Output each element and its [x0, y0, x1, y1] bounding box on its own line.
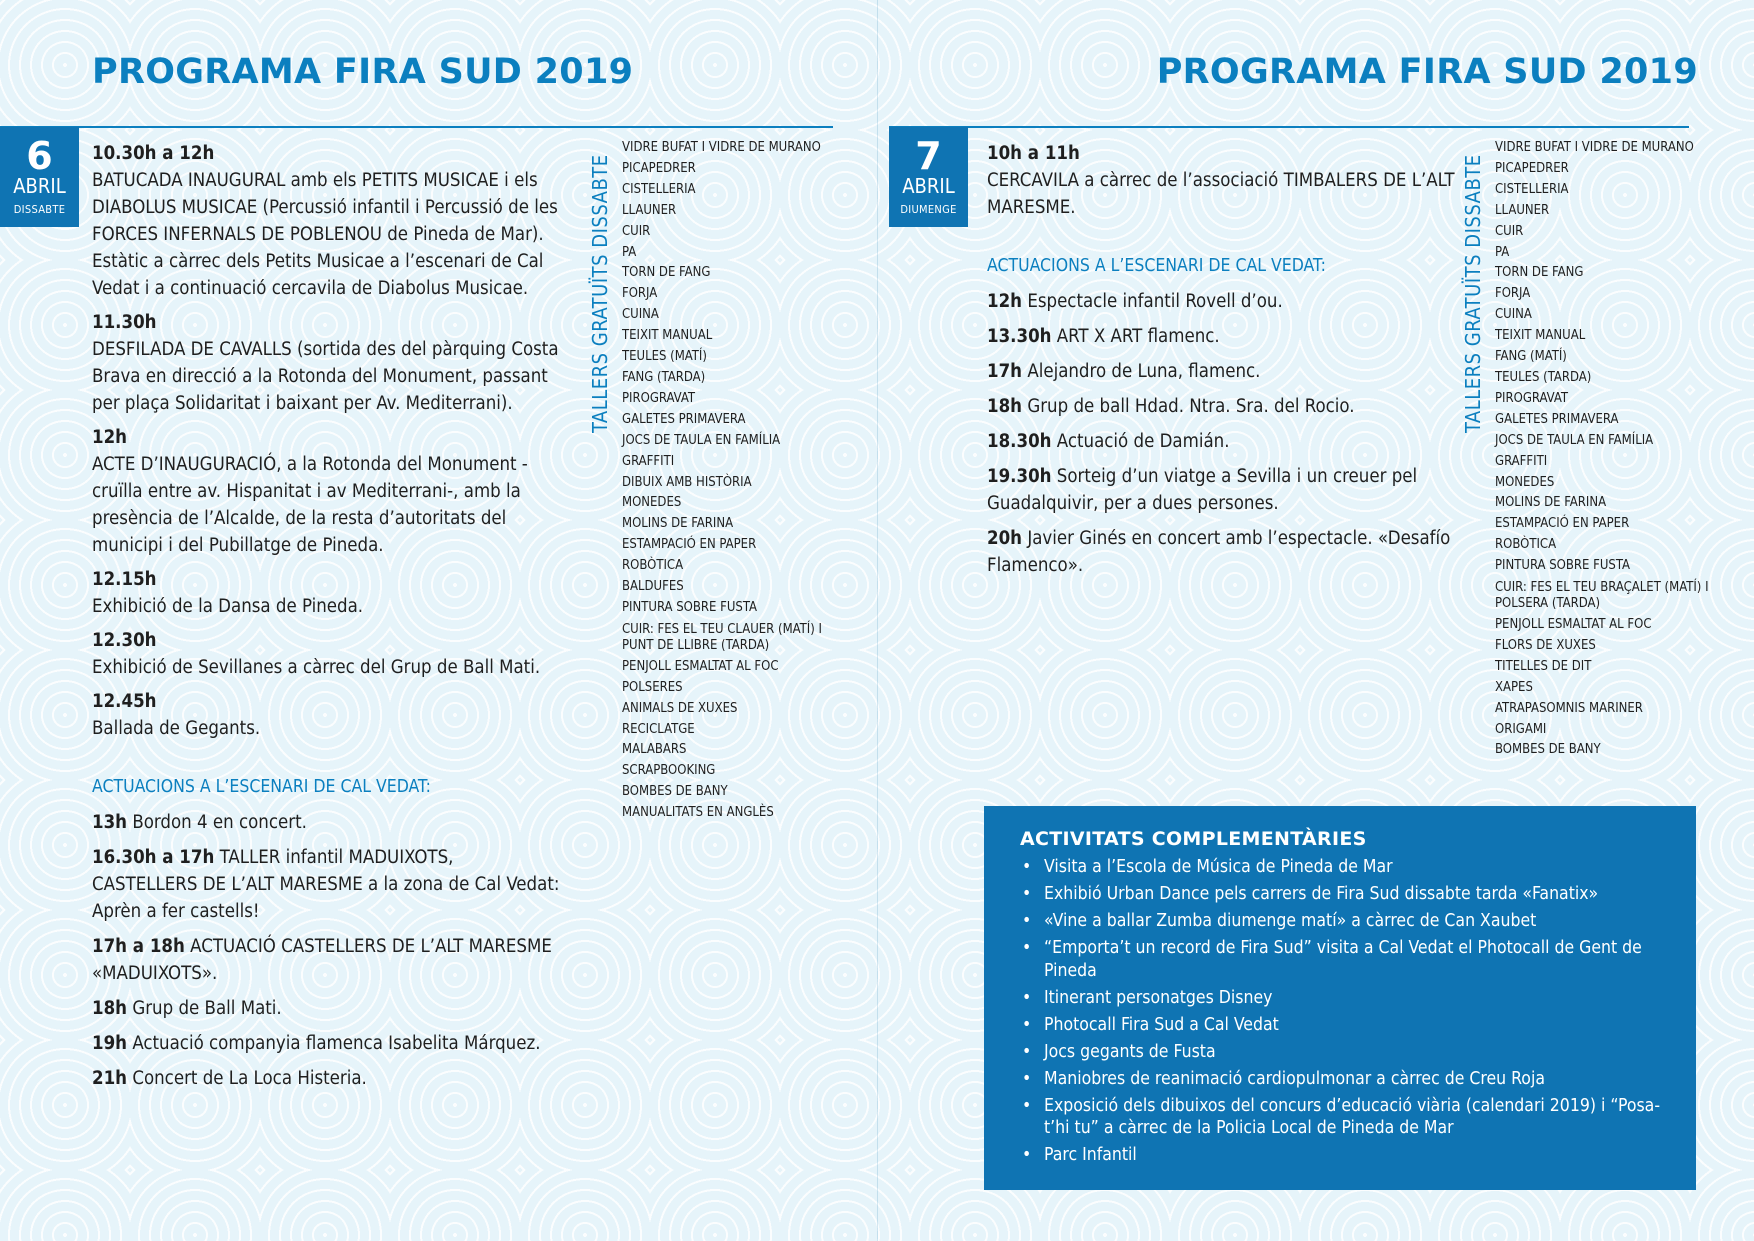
stage-time: 17h a 18h [92, 936, 185, 957]
list-item: CUIR: FES EL TEU BRAÇALET (MATÍ) I POLSERA (TARDA) [1495, 580, 1709, 612]
list-item: BALDUFES [622, 579, 684, 595]
stage-item [987, 288, 1457, 315]
list-item: FLORS DE XUXES [1495, 637, 1596, 653]
stage-item [92, 933, 562, 987]
complementary-list [1020, 856, 1666, 1167]
list-item: TITELLES DE DIT [1495, 658, 1592, 674]
stage-text: ART X ART flamenc. [1056, 326, 1220, 347]
stage-item [92, 844, 562, 925]
stage-section-title: ACTUACIONS A L’ESCENARI DE CAL VEDAT: [987, 256, 1326, 276]
schedule-item [92, 140, 562, 302]
list-item: • Jocs gegants de Fusta [1020, 1041, 1666, 1064]
list-item: VIDRE BUFAT I VIDRE DE MURANO [622, 140, 821, 155]
stage-item [987, 428, 1457, 455]
stage-section-title: ACTUACIONS A L’ESCENARI DE CAL VEDAT: [92, 777, 431, 797]
workshops-vertical-label: TALLERS GRATUÏTS DISSABTE [588, 154, 612, 433]
stage-time: 18.30h [987, 431, 1052, 452]
title-rule [889, 126, 1689, 128]
list-item: PINTURA SOBRE FUSTA [622, 599, 757, 615]
list-item: JOCS DE TAULA EN FAMÍLIA [622, 432, 781, 448]
list-item: • Exposició dels dibuixos del concurs d’educació viària (calendari 2019) i “Posa-t’hi tu” a càrrec de la Policia Local de Pineda de Mar [1020, 1095, 1666, 1140]
stage-time: 17h [987, 361, 1023, 382]
list-item: BOMBES DE BANY [1495, 742, 1601, 758]
list-item: TORN DE FANG [1495, 265, 1584, 281]
stage-item [92, 809, 562, 836]
stage-item [987, 393, 1457, 420]
list-item: CISTELLERIA [1495, 181, 1569, 197]
stage-time: 12h [987, 291, 1023, 312]
stage-text: Espectacle infantil Rovell d’ou. [1027, 291, 1283, 312]
stage-time: 16.30h a 17h [92, 847, 215, 868]
complementary-title: ACTIVITATS COMPLEMENTÀRIES [1020, 828, 1367, 850]
list-item: FANG (TARDA) [622, 369, 706, 385]
page-title: PROGRAMA FIRA SUD 2019 [92, 52, 634, 92]
stage-text: Javier Ginés en concert amb l’espectacle. «Desafío Flamenco». [987, 528, 1451, 576]
stage-text: TALLER infantil MADUIXOTS, CASTELLERS DE L’ALT MARESME a la zona de Cal Vedat: Aprèn a fer castells! [92, 847, 560, 922]
list-item: ANIMALS DE XUXES [622, 700, 738, 716]
list-item: PICAPEDRER [1495, 160, 1569, 176]
date-weekday: DIUMENGE [900, 203, 957, 216]
page-title: PROGRAMA FIRA SUD 2019 [1156, 52, 1698, 92]
list-item: ESTAMPACIÓ EN PAPER [1495, 516, 1630, 532]
list-item: LLAUNER [1495, 202, 1550, 218]
list-item: ESTAMPACIÓ EN PAPER [622, 537, 757, 553]
schedule-text: Exhibició de la Dansa de Pineda. [92, 596, 364, 617]
list-item: CUINA [622, 307, 659, 323]
list-item: CUIR [1495, 223, 1524, 239]
stage-time: 18h [92, 998, 128, 1019]
date-weekday: DISSABTE [13, 203, 66, 216]
stage-text: ACTUACIÓ CASTELLERS DE L’ALT MARESME «MADUIXOTS». [92, 936, 552, 984]
list-item: PENJOLL ESMALTAT AL FOC [622, 658, 779, 674]
schedule-time: 12h [92, 427, 128, 448]
list-item: CUIR [622, 223, 651, 239]
stage-item [92, 995, 562, 1022]
stage-text: Sorteig d’un viatge a Sevilla i un creuer pel Guadalquivir, per a dues persones. [987, 466, 1418, 514]
stage-text: Grup de ball Hdad. Ntra. Sra. del Rocio. [1027, 396, 1355, 417]
stage-time: 20h [987, 528, 1023, 549]
stage-text: Actuació de Damián. [1056, 431, 1230, 452]
stage-text: Grup de Ball Mati. [132, 998, 282, 1019]
stage-item [92, 1030, 562, 1057]
workshops-vertical-label: TALLERS GRATUÏTS DISSABTE [1461, 154, 1485, 433]
stage-text: Concert de La Loca Histeria. [132, 1068, 367, 1089]
stage-item [92, 1065, 562, 1092]
stage-text: Bordon 4 en concert. [132, 812, 307, 833]
list-item: TEIXIT MANUAL [622, 328, 713, 344]
list-item: JOCS DE TAULA EN FAMÍLIA [1495, 432, 1654, 448]
list-item: • «Vine a ballar Zumba diumenge matí» a càrrec de Can Xaubet [1020, 910, 1666, 933]
stage-text: Alejandro de Luna, flamenc. [1027, 361, 1261, 382]
list-item: PIROGRAVAT [1495, 390, 1568, 406]
list-item: GALETES PRIMAVERA [622, 411, 746, 427]
list-item: ATRAPASOMNIS MARINER [1495, 700, 1643, 716]
list-item: ROBÒTICA [622, 558, 684, 574]
stage-time: 18h [987, 396, 1023, 417]
schedule-item [987, 140, 1457, 221]
list-item: ROBÒTICA [1495, 537, 1557, 553]
date-month: ABRIL [13, 174, 66, 198]
workshops-list [1495, 138, 1710, 761]
date-badge [0, 127, 79, 227]
list-item: MANUALITATS EN ANGLÈS [622, 805, 774, 821]
date-month: ABRIL [902, 174, 955, 198]
list-item: PIROGRAVAT [622, 390, 695, 406]
list-item: VIDRE BUFAT I VIDRE DE MURANO [1495, 140, 1694, 155]
stage-item [987, 525, 1457, 579]
stage-item [987, 358, 1457, 385]
list-item: • Parc Infantil [1020, 1144, 1666, 1167]
list-item: • Itinerant personatges Disney [1020, 987, 1666, 1010]
list-item: FANG (MATÍ) [1495, 349, 1567, 365]
schedule-text: Ballada de Gegants. [92, 718, 261, 739]
title-rule [0, 126, 833, 128]
stage-item [987, 323, 1457, 350]
complementary-activities-box [984, 806, 1696, 1190]
list-item: GALETES PRIMAVERA [1495, 411, 1619, 427]
schedule-item [92, 424, 562, 559]
date-day: 6 [26, 134, 53, 178]
list-item: FORJA [622, 286, 658, 302]
stage-text: Actuació companyia flamenca Isabelita Márquez. [132, 1033, 541, 1054]
list-item: PA [1495, 244, 1510, 260]
stage-item [987, 463, 1457, 517]
list-item: MONEDES [622, 495, 682, 511]
list-item: TORN DE FANG [622, 265, 711, 281]
list-item: • Visita a l’Escola de Música de Pineda de Mar [1020, 856, 1666, 879]
schedule-time: 10.30h a 12h [92, 143, 215, 164]
list-item: CUIR: FES EL TEU CLAUER (MATÍ) I PUNT DE LLIBRE (TARDA) [622, 621, 822, 653]
list-item: BOMBES DE BANY [622, 784, 728, 800]
list-item: PICAPEDRER [622, 160, 696, 176]
workshops-list [622, 138, 837, 824]
list-item: TEULES (MATÍ) [622, 349, 707, 365]
list-item: CUINA [1495, 307, 1532, 323]
schedule-item [92, 566, 562, 620]
stage-time: 19.30h [987, 466, 1052, 487]
schedule-time: 12.30h [92, 630, 157, 651]
list-item: PENJOLL ESMALTAT AL FOC [1495, 617, 1652, 633]
list-item: LLAUNER [622, 202, 677, 218]
right-page [877, 0, 1754, 1241]
list-item: GRAFFITI [622, 453, 675, 469]
stage-time: 13.30h [987, 326, 1052, 347]
list-item: MOLINS DE FARINA [622, 516, 734, 532]
list-item: SCRAPBOOKING [622, 763, 716, 779]
schedule-text: CERCAVILA a càrrec de l’associació TIMBALERS DE L’ALT MARESME. [987, 170, 1455, 218]
list-item: CISTELLERIA [622, 181, 696, 197]
schedule-text: Exhibició de Sevillanes a càrrec del Grup de Ball Mati. [92, 657, 541, 678]
stage-time: 13h [92, 812, 128, 833]
list-item: • Photocall Fira Sud a Cal Vedat [1020, 1014, 1666, 1037]
date-badge [889, 127, 968, 227]
list-item: GRAFFITI [1495, 453, 1548, 469]
list-item: RECICLATGE [622, 721, 695, 737]
date-day: 7 [915, 134, 942, 178]
schedule-text: DESFILADA DE CAVALLS (sortida des del pàrquing Costa Brava en direcció a la Rotonda del Monument, passant per plaça Solidaritat i baixant per Av. Mediterrani). [92, 339, 559, 414]
list-item: XAPES [1495, 679, 1533, 695]
stage-time: 21h [92, 1068, 128, 1089]
schedule-item [92, 627, 562, 681]
schedule-item [92, 688, 562, 742]
schedule-column [92, 140, 562, 1100]
list-item: • Exhibió Urban Dance pels carrers de Fira Sud dissabte tarda «Fanatix» [1020, 883, 1666, 906]
list-item: ORIGAMI [1495, 721, 1547, 737]
list-item: TEULES (TARDA) [1495, 369, 1592, 385]
schedule-time: 12.45h [92, 691, 157, 712]
schedule-text: BATUCADA INAUGURAL amb els PETITS MUSICAE i els DIABOLUS MUSICAE (Percussió infantil i Percussió de les FORCES INFERNALS DE POBLENOU de Pineda de Mar). Estàtic a càrrec dels Petits Musicae a l’escenari de Cal Vedat i a continuació cercavila de Diabolus Musicae. [92, 170, 558, 299]
list-item: MONEDES [1495, 474, 1555, 490]
list-item: POLSERES [622, 679, 683, 695]
list-item: • “Emporta’t un record de Fira Sud” visita a Cal Vedat el Photocall de Gent de Pineda [1020, 937, 1666, 982]
schedule-text: ACTE D’INAUGURACIÓ, a la Rotonda del Monument -cruïlla entre av. Hispanitat i av Mediterrani-, amb la presència de l’Alcalde, de la resta d’autoritats del municipi i del Pubillatge de Pineda. [92, 454, 528, 556]
schedule-time: 12.15h [92, 569, 157, 590]
list-item: PINTURA SOBRE FUSTA [1495, 558, 1630, 574]
list-item: MALABARS [622, 742, 687, 758]
schedule-time: 11.30h [92, 312, 157, 333]
list-item: PA [622, 244, 637, 260]
schedule-time: 10h a 11h [987, 143, 1080, 164]
list-item: • Maniobres de reanimació cardiopulmonar a càrrec de Creu Roja [1020, 1068, 1666, 1091]
stage-time: 19h [92, 1033, 128, 1054]
schedule-item [92, 309, 562, 417]
list-item: MOLINS DE FARINA [1495, 495, 1607, 511]
list-item: DIBUIX AMB HISTÒRIA [622, 474, 752, 490]
list-item: TEIXIT MANUAL [1495, 328, 1586, 344]
schedule-column [987, 140, 1457, 587]
list-item: FORJA [1495, 286, 1531, 302]
